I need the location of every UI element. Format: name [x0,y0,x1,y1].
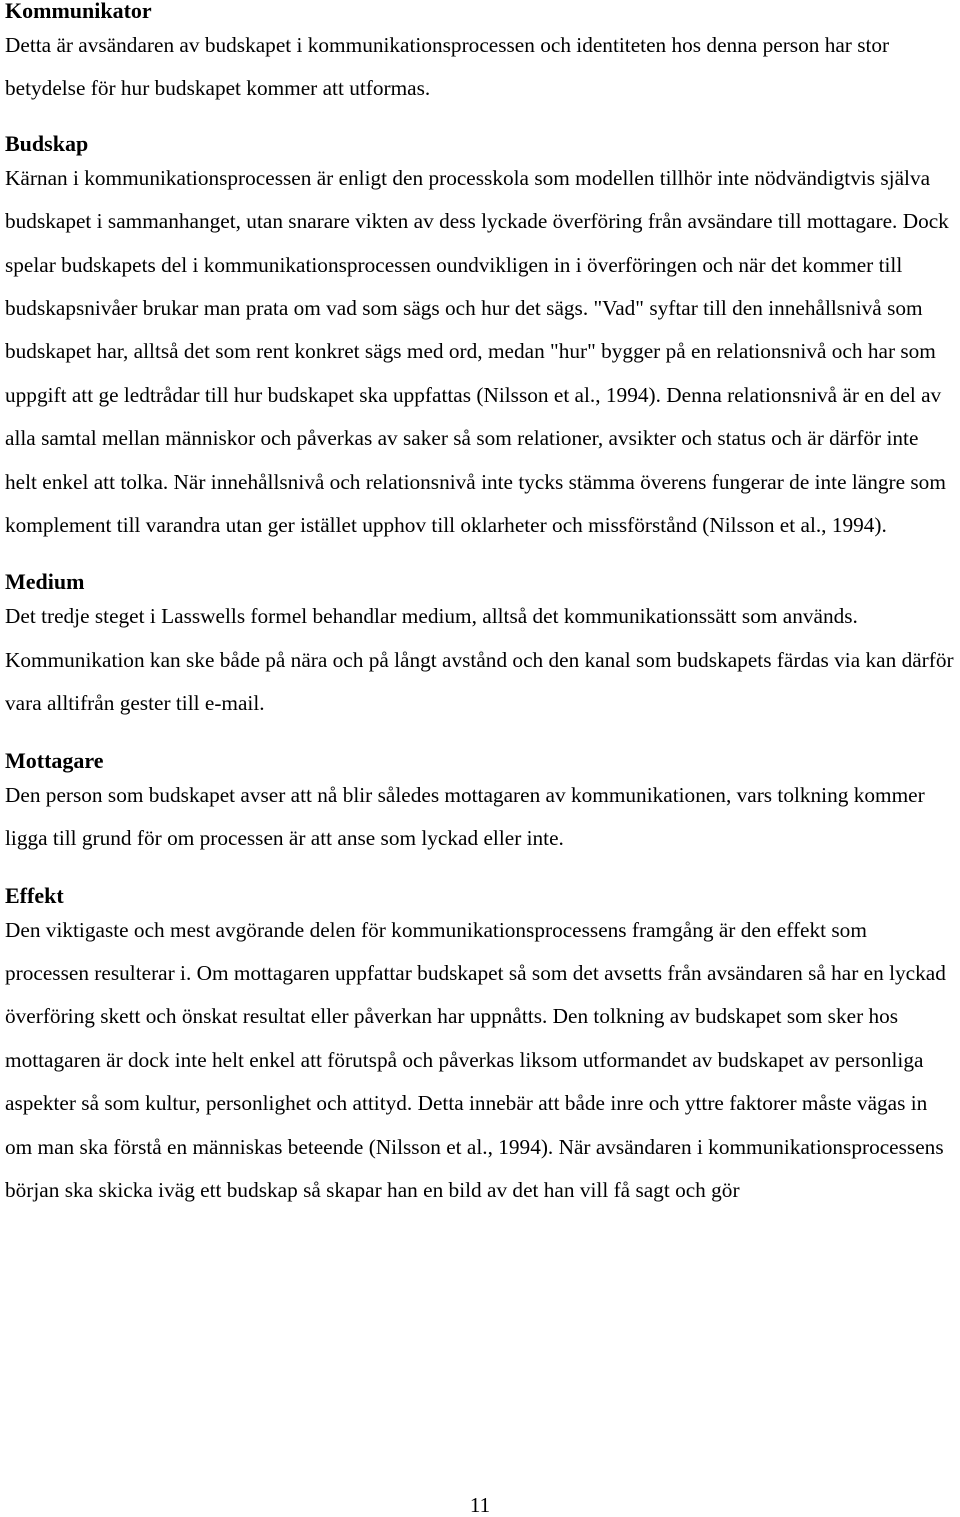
section-spacer [5,861,955,885]
section-spacer [5,726,955,750]
page-number: 11 [469,1493,491,1517]
section-heading: Budskap [5,130,89,156]
section-medium [5,571,955,725]
document-page [5,0,955,1212]
section-kommunikator [5,0,955,111]
section-heading: Mottagare [5,747,104,773]
section-body: Det tredje steget i Lasswells formel behandlar medium, alltså det kommunikationssätt som används. Kommunikation kan ske både på nära och på långt avstånd och den kanal som budskapets färdas via kan därför vara alltifrån gester till e-mail. [5,604,954,716]
section-heading: Effekt [5,882,64,908]
section-mottagare [5,747,955,861]
section-heading: Kommunikator [5,0,152,23]
section-effekt [5,882,955,1213]
section-body: Detta är avsändaren av budskapet i kommunikationsprocessen och identiteten hos denna person har stor betydelse för hur budskapet kommer att utformas. [5,33,890,101]
section-spacer [5,547,955,571]
section-body: Kärnan i kommunikationsprocessen är enligt den processkola som modellen tillhör inte nödvändigtvis själva budskapet i sammanhanget, utan snarare vikten av dess lyckade överföring från avsändare till mottagare. Dock spelar budskapets del i kommunikationsprocessen oundvikligen in i överföringen och när det kommer till budskapsnivåer brukar man prata om vad som sägs och hur det sägs. "Vad" syftar till den innehållsnivå som budskapet har, alltså det som rent konkret sägs med ord, medan "hur" bygger på en relationsnivå och har som uppgift att ge ledtrådar till hur budskapet ska uppfattas (Nilsson et al., 1994). Denna relationsnivå är en del av alla samtal mellan människor och påverkas av saker så som relationer, avsikter och status och är därför inte helt enkel att tolka. När innehållsnivå och relationsnivå inte tycks stämma överens fungerar de inte längre som komplement till varandra utan ger istället upphov till oklarheter och missförstånd (Nilsson et al., 1994). [5,165,949,538]
section-budskap [5,130,955,548]
section-body: Den viktigaste och mest avgörande delen för kommunikationsprocessens framgång är den effekt som processen resulterar i. Om mottagaren uppfattar budskapet så som det avsetts från avsändaren så har en lyckad överföring skett och önskat resultat eller påverkan har uppnåtts. Den tolkning av budskapet som sker hos mottagaren är dock inte helt enkel att förutspå och påverkas liksom utformandet av budskapet av personliga aspekter så som kultur, personlighet och attityd. Detta innebär att både inre och yttre faktorer måste vägas in om man ska förstå en människas beteende (Nilsson et al., 1994). När avsändaren i kommunikationsprocessens början ska skicka iväg ett budskap så skapar han en bild av det han vill få sagt och gör [5,917,946,1202]
section-body: Den person som budskapet avser att nå blir således mottagaren av kommunikationen, vars tolkning kommer ligga till grund för om processen är att anse som lyckad eller inte. [5,782,925,851]
section-spacer [5,111,955,133]
section-heading: Medium [5,569,85,595]
